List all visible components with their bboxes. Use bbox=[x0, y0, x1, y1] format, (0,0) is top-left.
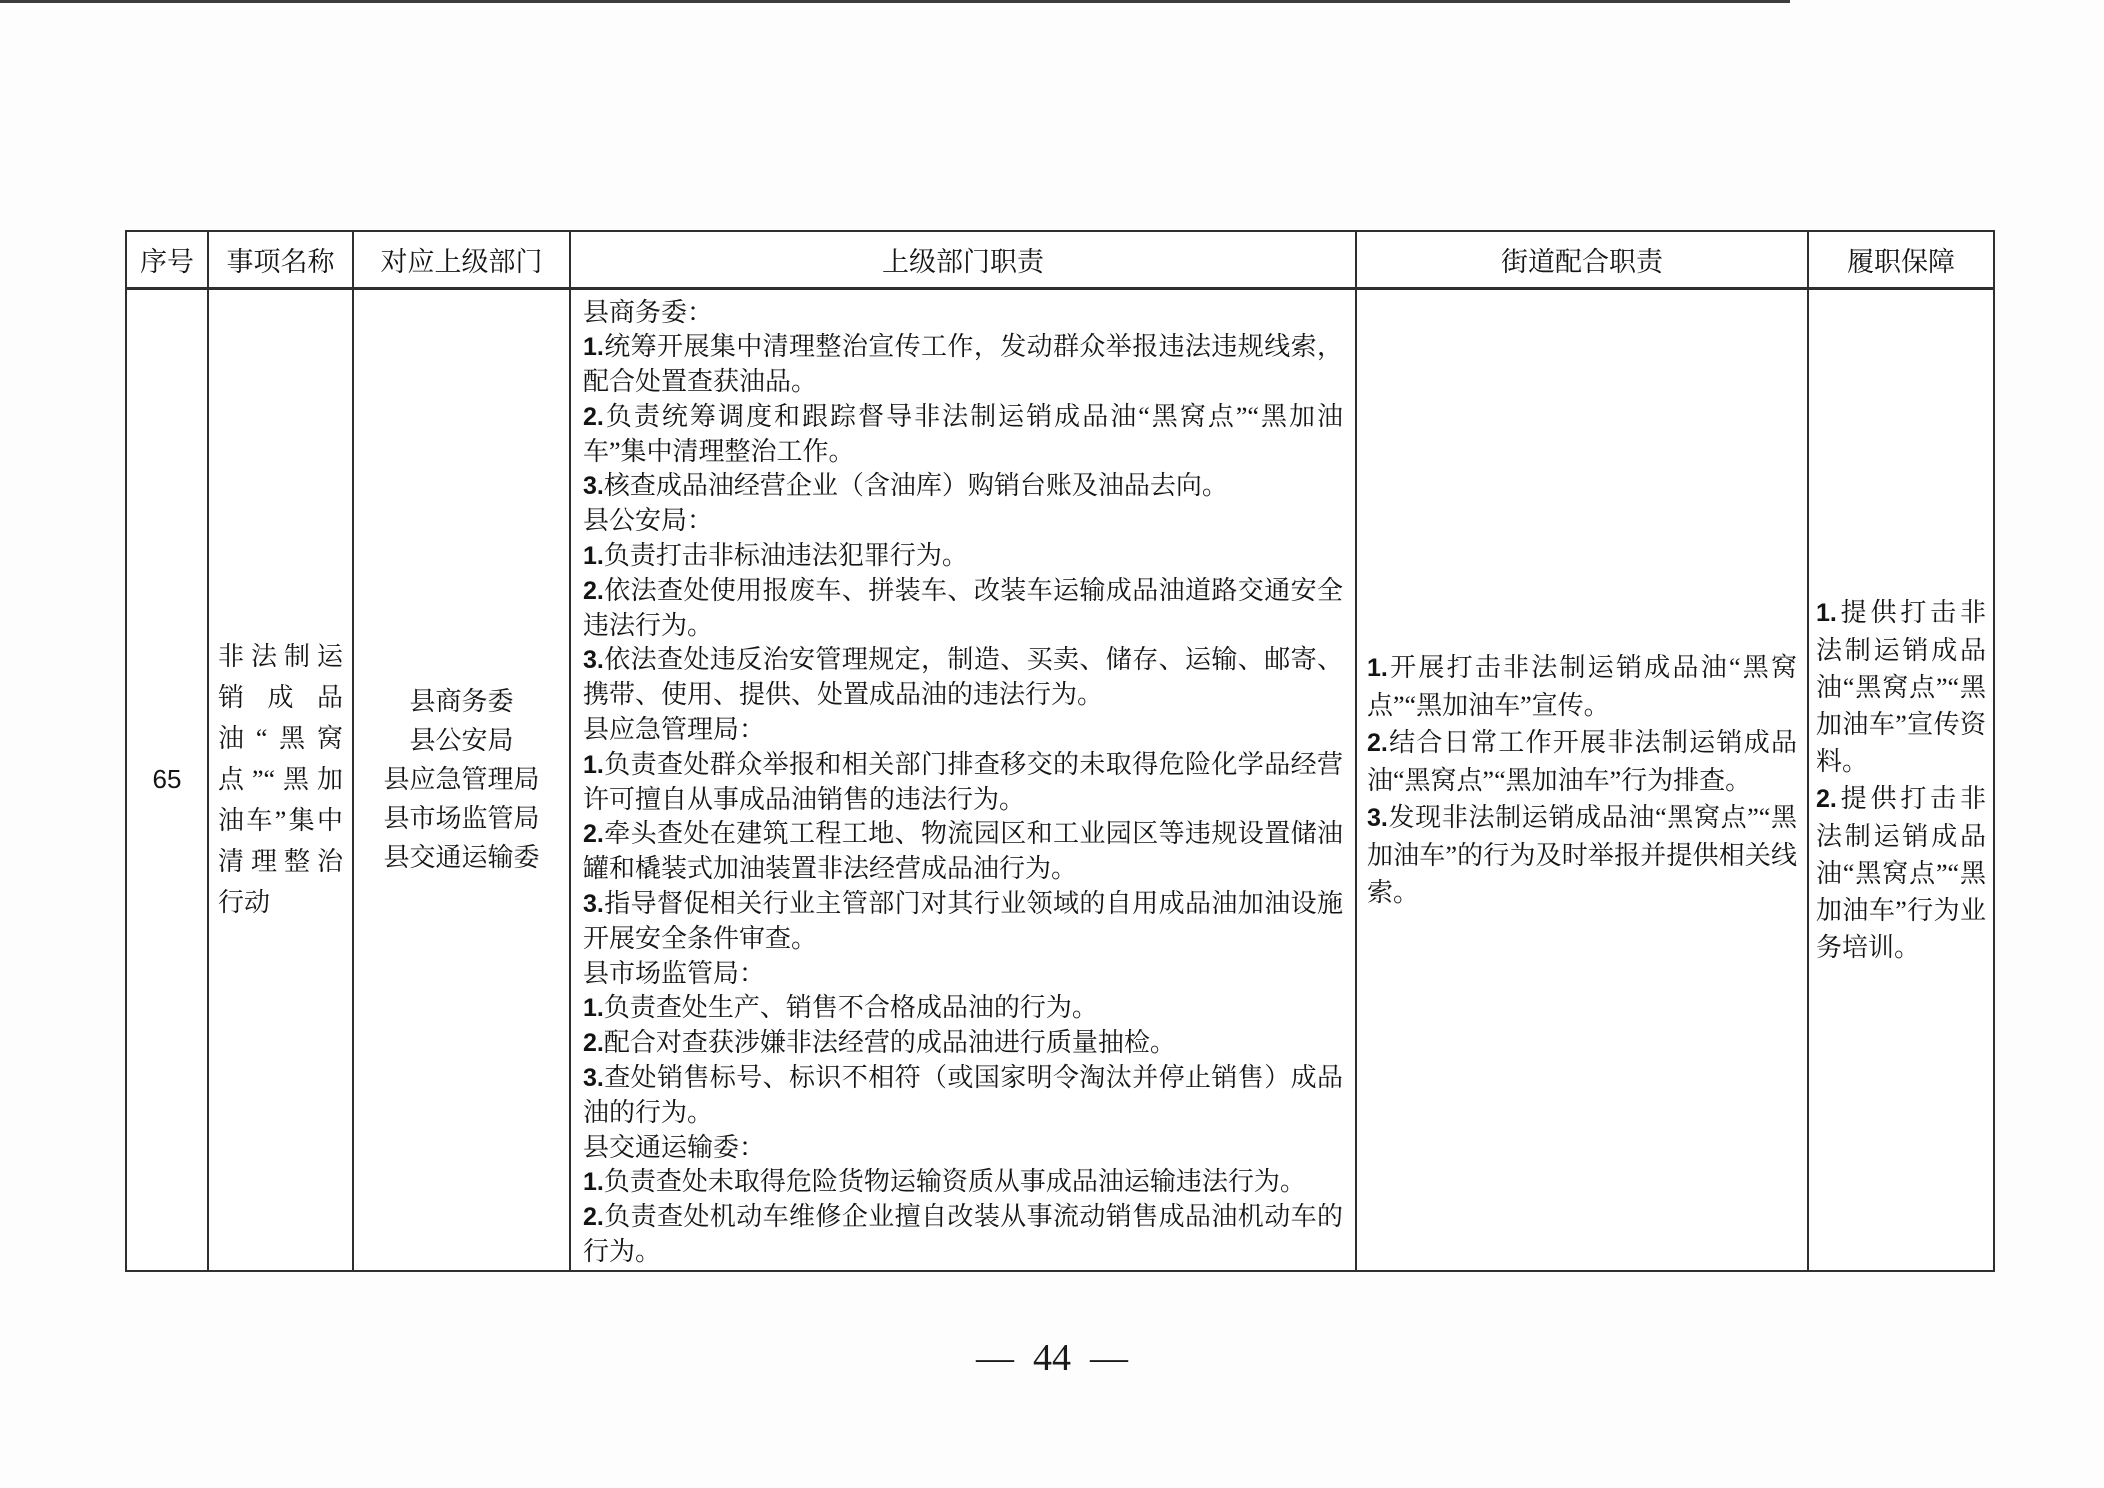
duty-text: 统筹开展集中清理整治宣传工作，发动群众举报违法违规线索，配合处置查获油品。 bbox=[583, 332, 1343, 397]
duty-text: 依法查处使用报废车、拼装车、改装车运输成品油道路交通安全违法行为。 bbox=[583, 575, 1343, 640]
duty-number: 1. bbox=[1367, 653, 1388, 682]
table-row bbox=[126, 288, 1994, 1271]
department-name: 县公安局 bbox=[409, 726, 514, 756]
duty-text: 负责查处生产、销售不合格成品油的行为。 bbox=[603, 993, 1098, 1023]
cell-street-duties bbox=[1356, 288, 1808, 1271]
header-superior-duties: 上级部门职责 bbox=[570, 231, 1356, 288]
duty-number: 1. bbox=[583, 994, 604, 1023]
duty-number: 1. bbox=[583, 1168, 604, 1197]
superior-duty-paragraph bbox=[583, 887, 1343, 957]
duty-text: 县应急管理局： bbox=[583, 715, 766, 745]
duty-number: 1. bbox=[1816, 598, 1837, 627]
duty-text: 负责查处机动车维修企业擅自改装从事流动销售成品油机动车的行为。 bbox=[583, 1202, 1343, 1267]
superior-duty-paragraph bbox=[583, 469, 1343, 504]
superior-duty-paragraph bbox=[583, 504, 1343, 539]
duty-number: 2. bbox=[583, 1203, 604, 1232]
guarantee-paragraph bbox=[1816, 594, 1986, 780]
duty-text: 牵头查处在建筑工程工地、物流园区和工业园区等违规设置储油罐和橇装式加油装置非法经营成品油行为。 bbox=[583, 819, 1343, 884]
duty-text: 负责查处未取得危险货物运输资质从事成品油运输违法行为。 bbox=[603, 1167, 1306, 1197]
duty-text: 县公安局： bbox=[583, 506, 714, 536]
duty-number: 2. bbox=[1816, 784, 1837, 813]
duty-text: 负责打击非标油违法犯罪行为。 bbox=[603, 541, 968, 571]
duty-number: 2. bbox=[583, 1029, 604, 1058]
duty-text: 负责统筹调度和跟踪督导非法制运销成品油“黑窝点”“黑加油车”集中清理整治工作。 bbox=[583, 401, 1343, 466]
cell-item-name: 非法制运销成品油“黑窝点”“黑加油车”集中清理整治行动 bbox=[208, 288, 353, 1271]
duty-number: 2. bbox=[583, 402, 604, 431]
duty-number: 2. bbox=[583, 576, 604, 605]
cell-serial-number: 65 bbox=[126, 288, 208, 1271]
superior-duty-paragraph bbox=[583, 817, 1343, 887]
duty-text: 查处销售标号、标识不相符（或国家明令淘汰并停止销售）成品油的行为。 bbox=[583, 1063, 1343, 1127]
duty-text: 提供打击非法制运销成品油“黑窝点”“黑加油车”行为业务培训。 bbox=[1816, 783, 1986, 962]
superior-duty-paragraph bbox=[583, 574, 1343, 644]
superior-duty-paragraph bbox=[583, 748, 1343, 818]
duty-number: 1. bbox=[583, 333, 604, 362]
superior-duty-paragraph bbox=[583, 1131, 1343, 1166]
page-number: — 44 — bbox=[976, 1337, 1128, 1379]
superior-duty-paragraph bbox=[583, 296, 1343, 331]
superior-duty-paragraph bbox=[583, 713, 1343, 748]
duty-text: 县交通运输委： bbox=[583, 1132, 766, 1162]
duty-number: 3. bbox=[583, 646, 604, 675]
cell-guarantees bbox=[1808, 288, 1994, 1271]
duty-text: 指导督促相关行业主管部门对其行业领域的自用成品油加油设施开展安全条件审查。 bbox=[583, 889, 1343, 953]
duty-number: 3. bbox=[1367, 803, 1388, 832]
superior-duty-paragraph bbox=[583, 643, 1343, 713]
superior-duty-paragraph bbox=[583, 400, 1343, 470]
duty-text: 配合对查获涉嫌非法经营的成品油进行质量抽检。 bbox=[603, 1028, 1176, 1058]
header-street-duties: 街道配合职责 bbox=[1356, 231, 1808, 288]
duty-text: 县商务委： bbox=[583, 297, 714, 327]
duty-number: 3. bbox=[583, 890, 604, 919]
duty-text: 开展打击非法制运销成品油“黑窝点”“黑加油车”宣传。 bbox=[1367, 652, 1797, 720]
duty-text: 提供打击非法制运销成品油“黑窝点”“黑加油车”宣传资料。 bbox=[1816, 597, 1986, 776]
superior-duty-paragraph bbox=[583, 539, 1343, 574]
superior-duty-paragraph bbox=[583, 1026, 1343, 1061]
superior-duty-paragraph bbox=[583, 991, 1343, 1026]
superior-duty-paragraph bbox=[583, 1200, 1343, 1270]
page-top-border bbox=[0, 0, 1790, 3]
department-name: 县市场监管局 bbox=[383, 804, 540, 834]
cell-superior-duties bbox=[570, 288, 1356, 1271]
superior-duty-paragraph bbox=[583, 1165, 1343, 1200]
duty-text: 依法查处违反治安管理规定，制造、买卖、储存、运输、邮寄、携带、使用、提供、处置成品油的违法行为。 bbox=[583, 645, 1343, 710]
department-name: 县交通运输委 bbox=[383, 843, 540, 873]
duty-text: 负责查处群众举报和相关部门排查移交的未取得危险化学品经营许可擅自从事成品油销售的违法行为。 bbox=[583, 749, 1343, 814]
duty-text: 县市场监管局： bbox=[583, 958, 766, 988]
duty-number: 2. bbox=[1367, 728, 1388, 757]
guarantee-paragraph bbox=[1816, 780, 1986, 966]
duty-number: 1. bbox=[583, 542, 604, 571]
department-name: 县应急管理局 bbox=[383, 765, 540, 795]
duty-table bbox=[125, 230, 1995, 1272]
header-guarantee: 履职保障 bbox=[1808, 231, 1994, 288]
header-superior-dept: 对应上级部门 bbox=[353, 231, 570, 288]
superior-duty-paragraph bbox=[583, 957, 1343, 992]
duty-number: 1. bbox=[583, 750, 604, 779]
duty-number: 3. bbox=[583, 1064, 604, 1093]
cell-departments bbox=[353, 288, 570, 1271]
superior-duty-paragraph bbox=[583, 330, 1343, 400]
duty-number: 2. bbox=[583, 820, 604, 849]
duty-number: 3. bbox=[583, 472, 604, 501]
header-item-name: 事项名称 bbox=[208, 231, 353, 288]
duty-text: 发现非法制运销成品油“黑窝点”“黑加油车”的行为及时举报并提供相关线索。 bbox=[1367, 802, 1797, 907]
superior-duty-paragraph bbox=[583, 1061, 1343, 1131]
street-duty-paragraph bbox=[1367, 799, 1797, 911]
header-serial: 序号 bbox=[126, 231, 208, 288]
department-name: 县商务委 bbox=[409, 687, 514, 717]
street-duty-paragraph bbox=[1367, 724, 1797, 799]
duty-text: 结合日常工作开展非法制运销成品油“黑窝点”“黑加油车”行为排查。 bbox=[1367, 727, 1797, 795]
table-header-row bbox=[126, 231, 1994, 288]
street-duty-paragraph bbox=[1367, 649, 1797, 724]
duty-text: 核查成品油经营企业（含油库）购销台账及油品去向。 bbox=[603, 471, 1228, 501]
